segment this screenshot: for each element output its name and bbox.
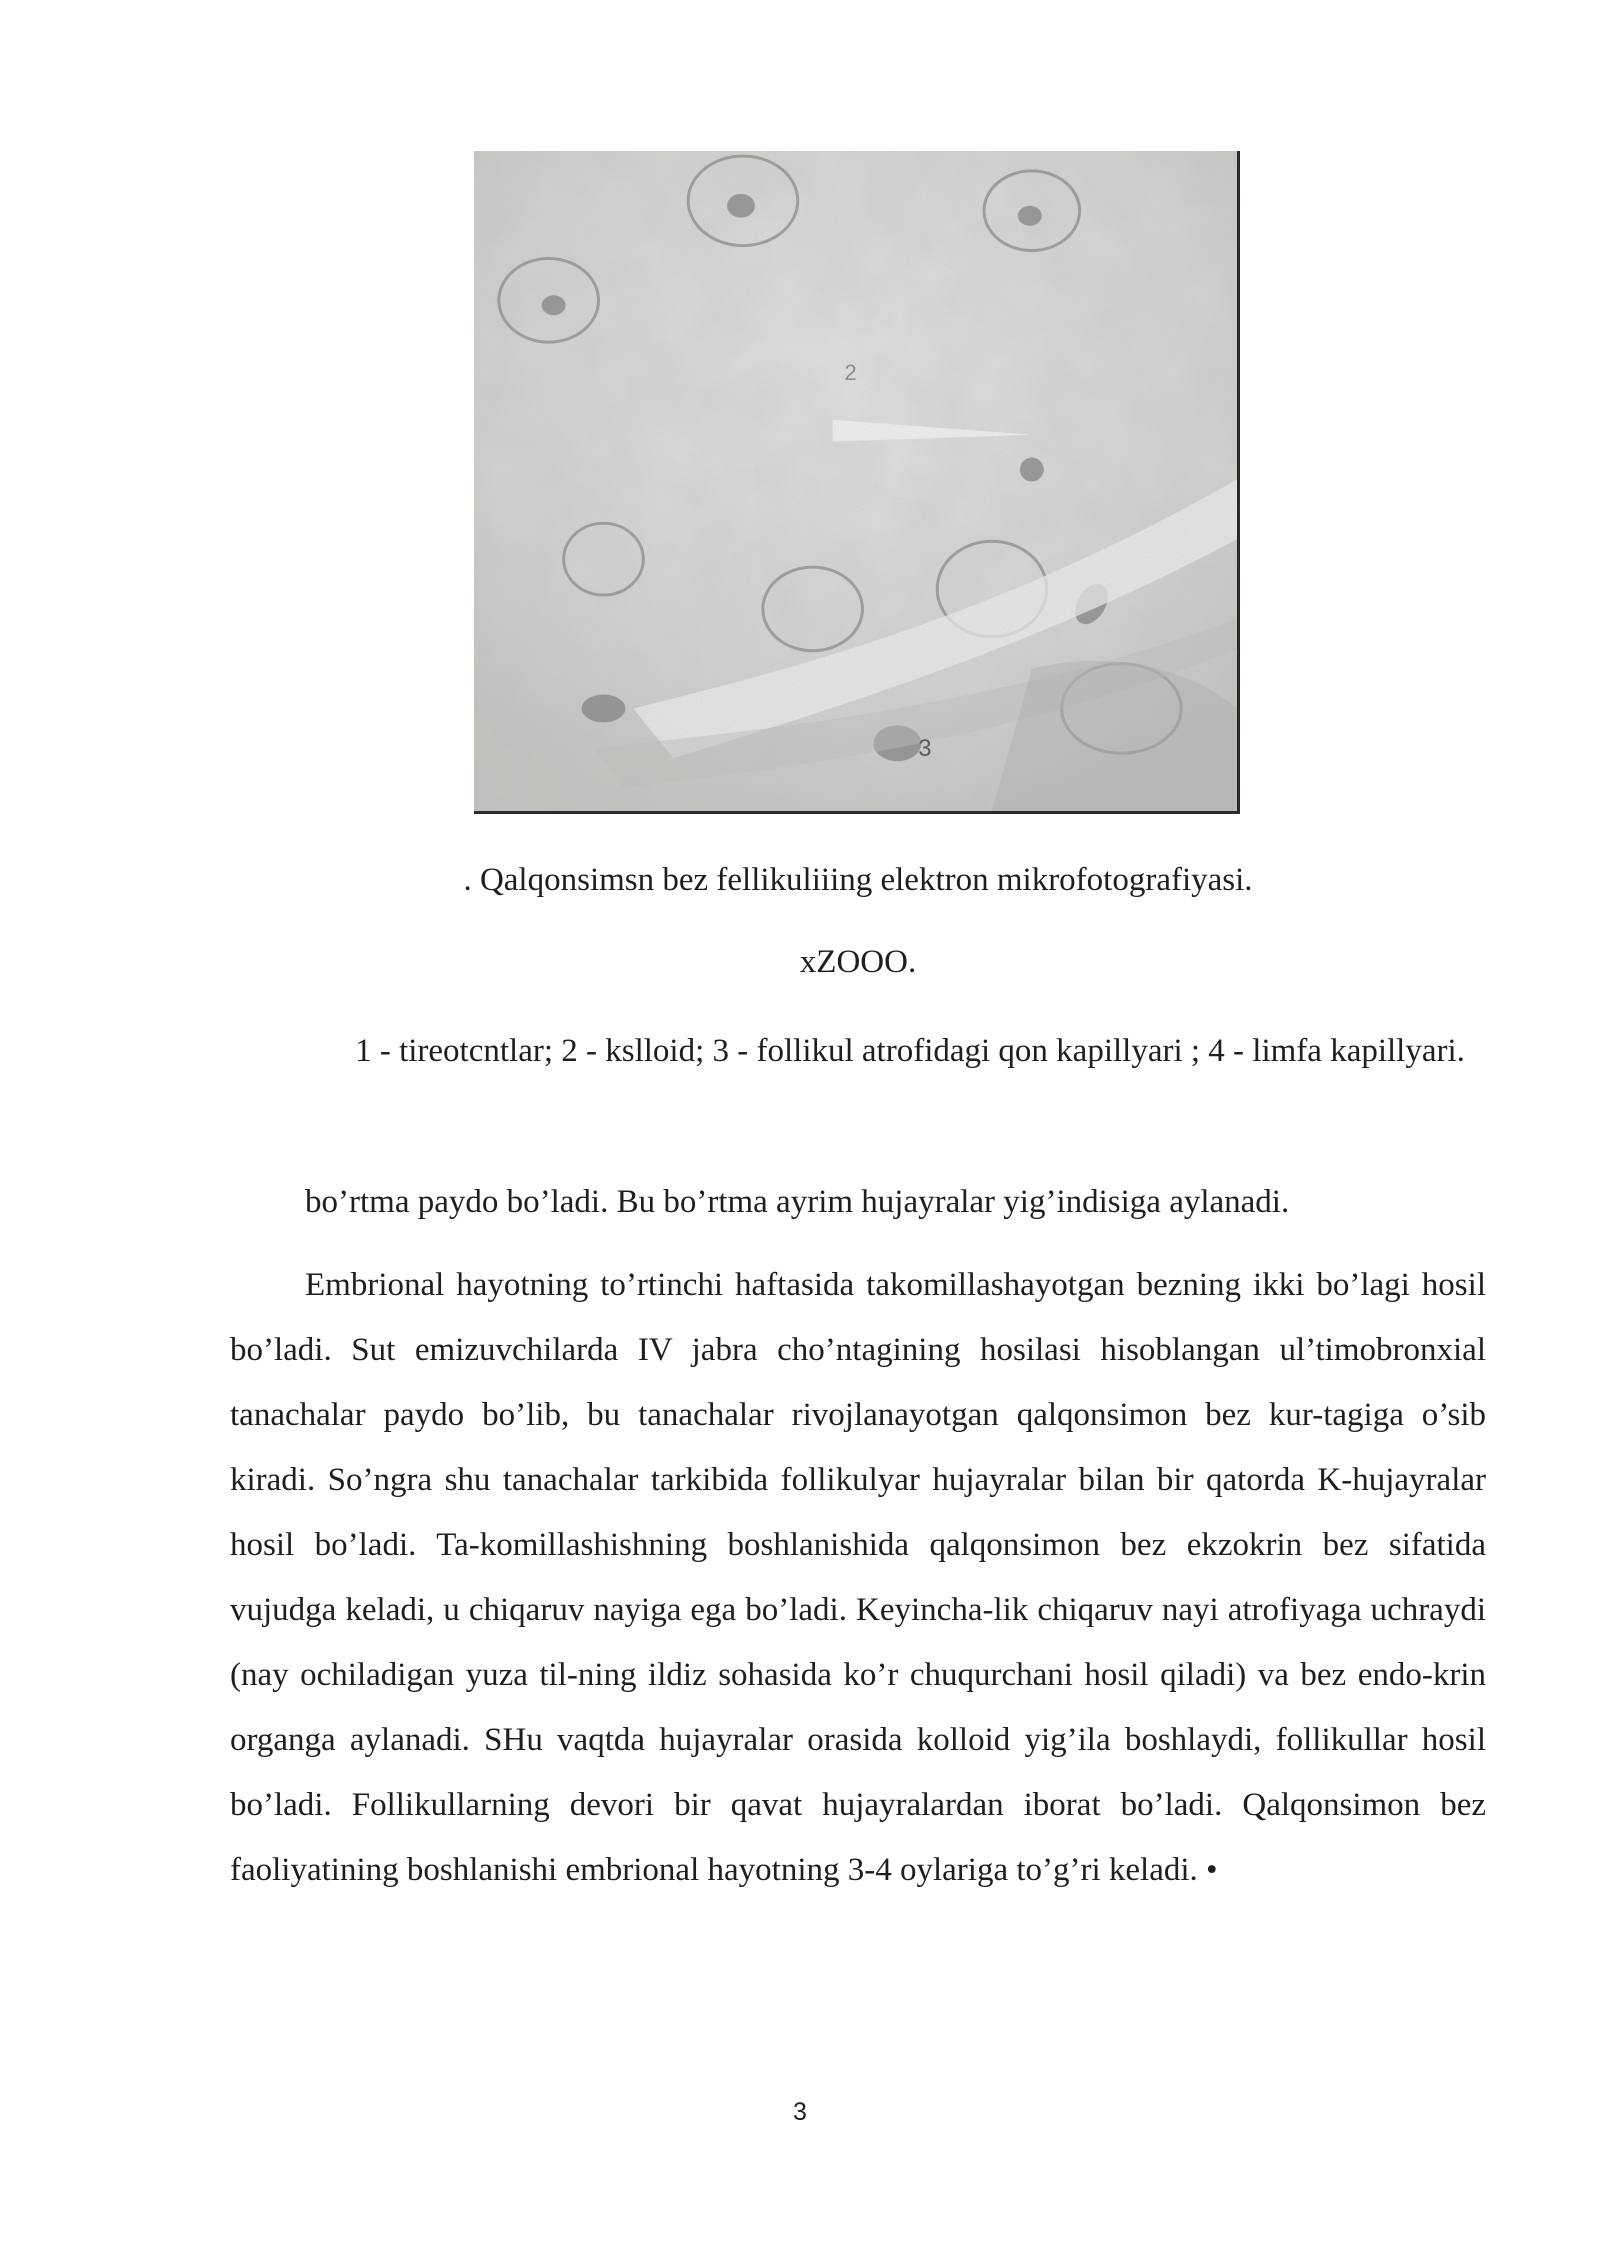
- continued-text-line: bo’rtma paydo bo’ladi. Bu bo’rtma ayrim hujayralar yig’indisiga aylanadi.: [305, 1184, 1290, 1220]
- figure-legend: 1 - tireotcntlar; 2 - kslloid; 3 - follikul atrofidagi qon kapillyari ; 4 - limfa kapillyari.: [355, 1033, 1465, 1069]
- electron-micrograph-image: [474, 151, 1240, 814]
- figure-caption-title: . Qalqonsimsn bez fellikuliiing elektron mikrofotografiyasi.: [463, 862, 1253, 898]
- micrograph-icon: [474, 151, 1237, 811]
- page-number: 3: [793, 2098, 807, 2126]
- figure-magnification: xZOOO.: [799, 944, 917, 980]
- figure-label-2: 2: [844, 359, 857, 385]
- figure-label-3: 3: [918, 735, 932, 763]
- body-paragraph: Embrional hayotning to’rtinchi haftasida takomillashayotgan bezning ikki bo’lagi hosil bo’ladi. Sut emizuvchilarda IV jabra cho’ntagining hosilasi hisoblangan ul’timobronxial tanachalar paydo bo’lib, bu tanachalar rivojlanayotgan qalqonsimon bez kur-tagiga o’sib kiradi. So’ngra shu tanachalar tarkibida follikulyar hujayralar bilan bir qatorda K-hujayralar hosil bo’ladi. Ta-komillashishning boshlanishida qalqonsimon bez ekzokrin bez sifatida vujudga keladi, u chiqaruv nayiga ega bo’ladi. Keyincha-lik chiqaruv nayi atrofiyaga uchraydi (nay ochiladigan yuza til-ning ildiz sohasida ko’r chuqurchani hosil qiladi) va bez endo-krin organga aylanadi. SHu vaqtda hujayralar orasida kolloid yig’ila boshlaydi, follikullar hosil bo’ladi. Follikullarning devori bir qavat hujayralardan iborat bo’ladi. Qalqonsimon bez faoliyatining boshlanishi embrional hayotning 3-4 oylariga to’g’ri keladi. •: [230, 1267, 1486, 1888]
